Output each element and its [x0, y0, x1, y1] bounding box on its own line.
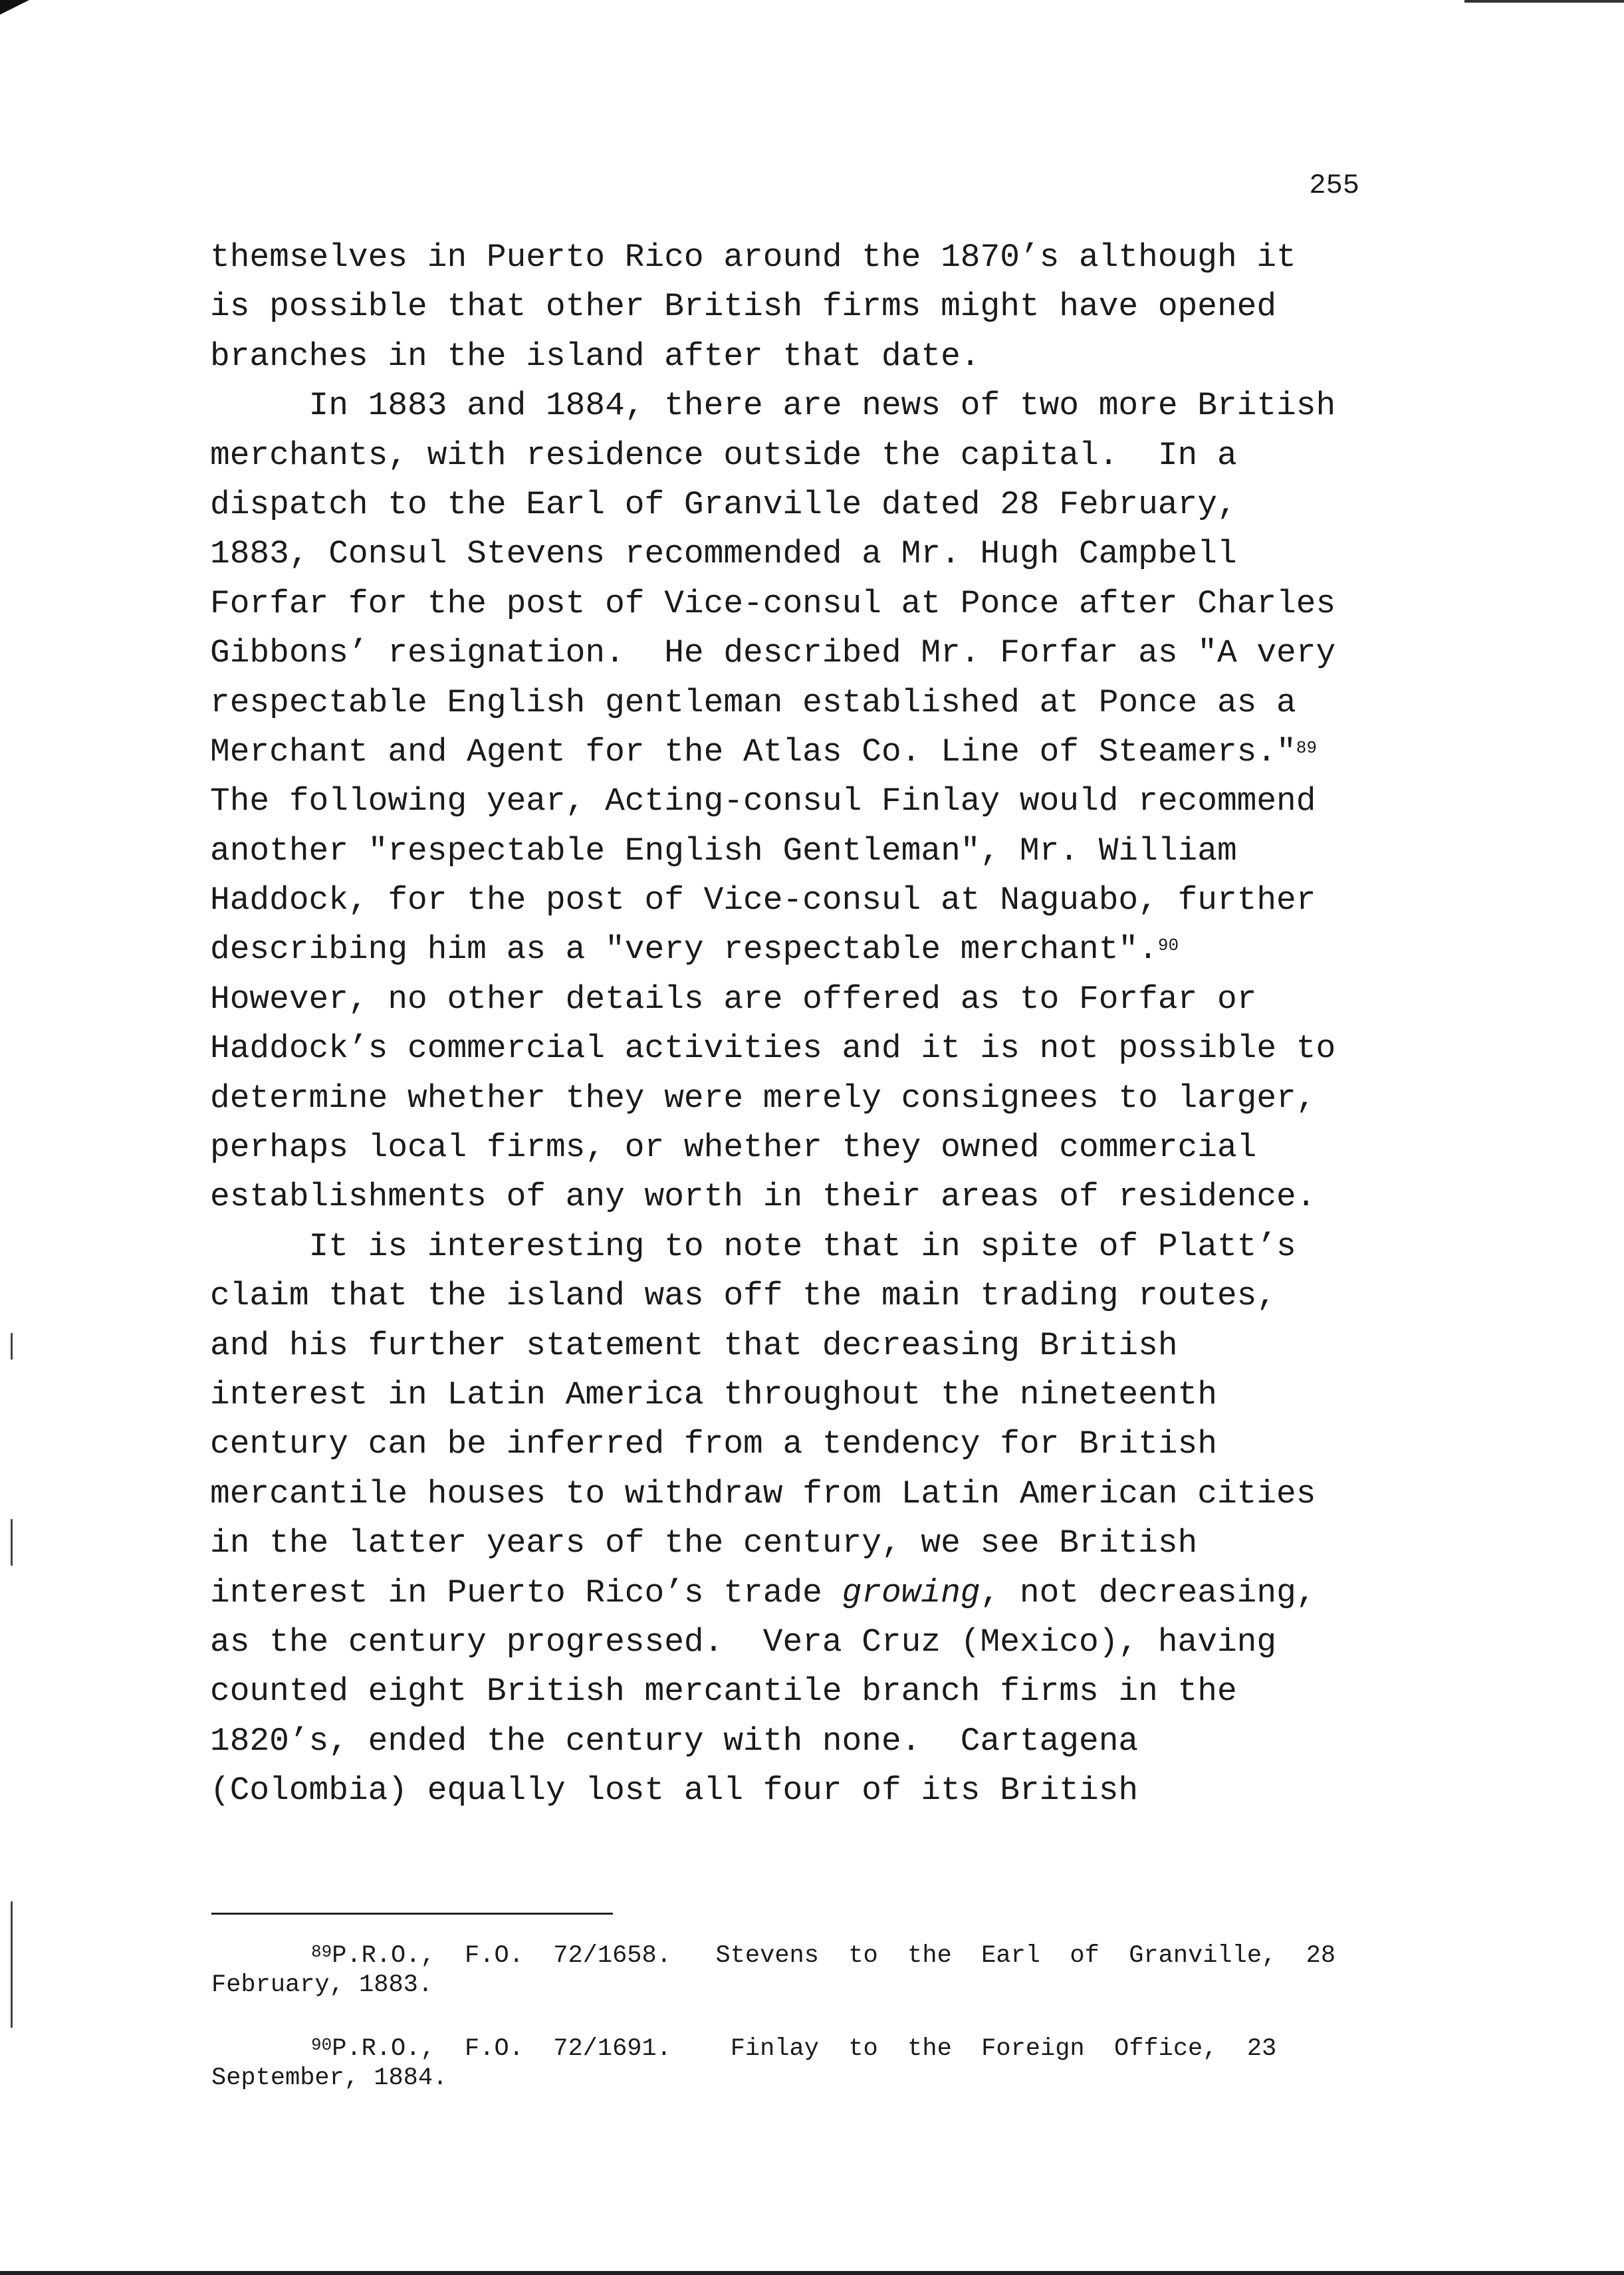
line-text-continued: , not decreasing,	[980, 1574, 1316, 1612]
text-line	[210, 975, 1380, 1024]
scan-top-rule	[1464, 0, 1624, 3]
footnotes	[211, 1941, 1368, 2127]
text-line	[210, 1074, 1380, 1123]
text-line	[210, 628, 1380, 677]
footnote	[211, 2034, 1368, 2093]
text-line	[210, 1667, 1380, 1716]
text-line	[210, 925, 1380, 974]
text-line	[210, 332, 1380, 381]
footnote-reference[interactable]: 89	[1296, 737, 1317, 758]
footnote-reference[interactable]: 90	[1157, 935, 1179, 956]
scan-margin-mark	[11, 1333, 13, 1360]
emphasis-text: growing	[842, 1574, 981, 1612]
text-line	[210, 1568, 1380, 1617]
line-text: 1883, Consul Stevens recommended a Mr. Hugh Campbell	[210, 535, 1237, 573]
line-text: in the latter years of the century, we see British	[210, 1524, 1198, 1562]
scan-bottom-edge	[0, 2271, 1624, 2275]
line-text: dispatch to the Earl of Granville dated 28 February,	[210, 485, 1237, 523]
scan-margin-mark	[11, 1901, 13, 2028]
scan-corner-mark	[0, 0, 29, 15]
text-line	[210, 1419, 1380, 1469]
footnote	[211, 1941, 1368, 2000]
text-line	[210, 1123, 1380, 1172]
line-text: Forfar for the post of Vice-consul at Ponce after Charles	[210, 584, 1336, 622]
line-text: as the century progressed. Vera Cruz (Mexico), having	[210, 1623, 1277, 1661]
footnote-number: 89	[311, 1942, 332, 1962]
line-text: The following year, Acting-consul Finlay would recommend	[210, 782, 1316, 820]
text-line	[210, 777, 1380, 826]
line-text: counted eight British mercantile branch firms in the	[210, 1673, 1237, 1711]
body-text	[210, 233, 1380, 1816]
text-line	[210, 678, 1380, 727]
footnote-text-continued: September, 1884.	[211, 2064, 448, 2092]
line-text: merchants, with residence outside the capital. In a	[210, 436, 1237, 474]
text-line	[210, 233, 1380, 282]
text-line	[210, 1617, 1380, 1667]
line-text: is possible that other British firms might have opened	[210, 288, 1277, 326]
text-line	[210, 1271, 1380, 1320]
text-line	[210, 579, 1380, 628]
line-text: century can be inferred from a tendency for British	[210, 1425, 1217, 1463]
footnote-text: P.R.O., F.O. 72/1691. Finlay to the Foreign Office, 23	[332, 2035, 1277, 2063]
line-text: themselves in Puerto Rico around the 1870’s although it	[210, 239, 1296, 276]
line-text: In 1883 and 1884, there are news of two more British	[210, 387, 1336, 425]
text-line	[210, 480, 1380, 529]
line-text: Haddock’s commercial activities and it is not possible to	[210, 1030, 1336, 1068]
line-text: branches in the island after that date.	[210, 337, 981, 375]
text-line	[210, 876, 1380, 925]
footnote-first-line	[211, 2034, 1368, 2064]
text-line	[210, 529, 1380, 578]
text-line	[210, 826, 1380, 876]
line-text: and his further statement that decreasing British	[210, 1326, 1178, 1364]
line-text: interest in Puerto Rico’s trade	[210, 1574, 842, 1612]
line-text: However, no other details are offered as to Forfar or	[210, 980, 1257, 1018]
line-text: 1820’s, ended the century with none. Cartagena	[210, 1722, 1139, 1760]
text-line	[210, 1717, 1380, 1766]
footnote-first-line	[211, 1941, 1368, 1971]
line-text: It is interesting to note that in spite of Platt’s	[210, 1227, 1296, 1265]
text-line	[210, 1370, 1380, 1419]
line-text: establishments of any worth in their areas of residence.	[210, 1178, 1316, 1216]
line-text: determine whether they were merely consignees to larger,	[210, 1079, 1316, 1117]
line-text: claim that the island was off the main trading routes,	[210, 1277, 1277, 1315]
text-line	[210, 431, 1380, 480]
text-line	[210, 1222, 1380, 1271]
text-line	[210, 1469, 1380, 1518]
line-text: another "respectable English Gentleman", Mr. William	[210, 832, 1237, 870]
line-text: Haddock, for the post of Vice-consul at Naguabo, further	[210, 882, 1316, 919]
line-text: respectable English gentleman established at Ponce as a	[210, 683, 1296, 721]
text-line	[210, 282, 1380, 331]
text-line	[210, 727, 1380, 777]
line-text: describing him as a "very respectable merchant".	[210, 931, 1158, 969]
page-number: 255	[1309, 170, 1359, 201]
line-text: perhaps local firms, or whether they owned commercial	[210, 1129, 1257, 1167]
text-line	[210, 1518, 1380, 1568]
line-text: Merchant and Agent for the Atlas Co. Line of Steamers."	[210, 733, 1296, 771]
text-line	[210, 1766, 1380, 1815]
line-text: interest in Latin America throughout the nineteenth	[210, 1376, 1217, 1413]
text-line	[210, 381, 1380, 430]
footnote-number: 90	[311, 2035, 332, 2055]
text-line	[210, 1024, 1380, 1073]
text-line	[210, 1172, 1380, 1221]
footnote-rule	[211, 1913, 613, 1915]
scan-margin-mark	[11, 1519, 13, 1566]
line-text: Gibbons’ resignation. He described Mr. Forfar as "A very	[210, 634, 1336, 672]
line-text: mercantile houses to withdraw from Latin American cities	[210, 1475, 1316, 1512]
footnote-text-continued: February, 1883.	[211, 1971, 433, 1999]
text-line	[210, 1321, 1380, 1370]
line-text: (Colombia) equally lost all four of its British	[210, 1772, 1139, 1810]
footnote-text: P.R.O., F.O. 72/1658. Stevens to the Earl of Granville, 28	[332, 1942, 1336, 1970]
